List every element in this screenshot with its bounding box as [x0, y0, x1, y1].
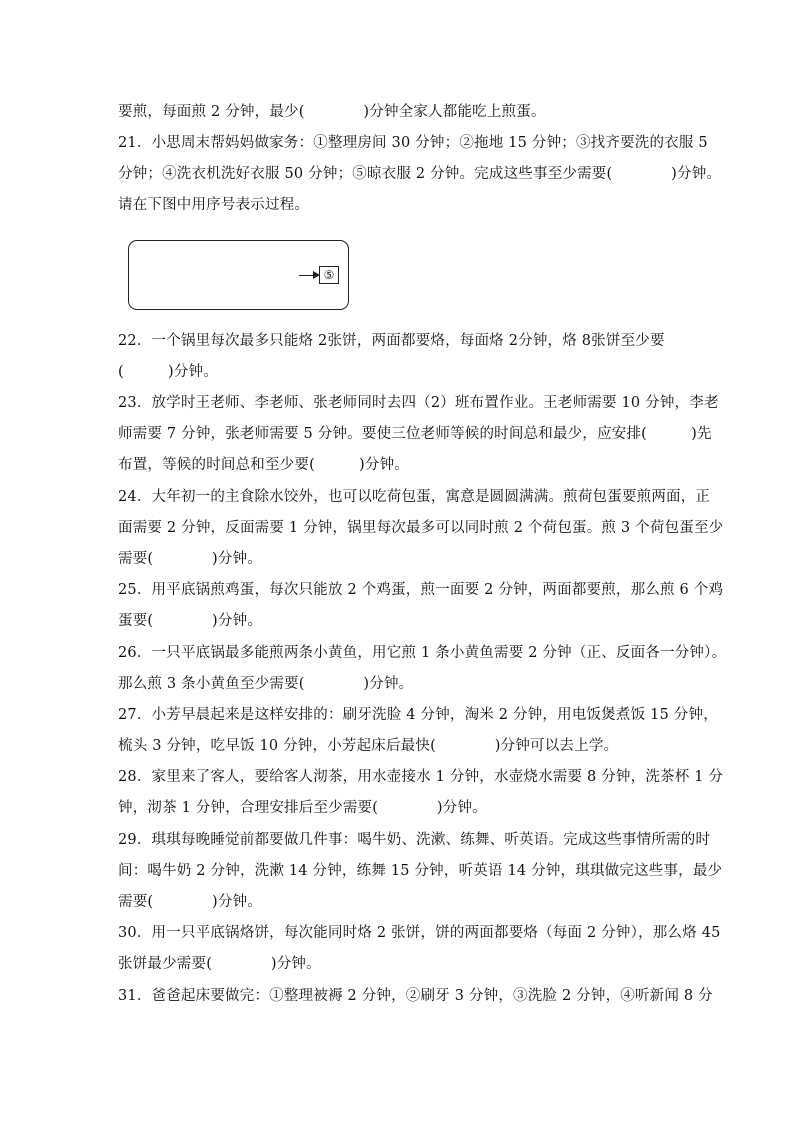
question-26-line-2: 那么煎 3 条小黄鱼至少需要( )分钟。	[118, 676, 414, 692]
question-29-line-2: 间：喝牛奶 2 分钟，洗漱 14 分钟，练舞 15 分钟，听英语 14 分钟，琪琪做完这些事，最少	[118, 863, 723, 879]
question-21-line-1: 21．小思周末帮妈妈做家务：①整理房间 30 分钟；②拖地 15 分钟；③找齐要洗的衣服 5	[118, 135, 708, 151]
question-26-line-1: 26．一只平底锅最多能煎两条小黄鱼，用它煎 1 条小黄鱼需要 2 分钟（正、反面各一分钟）。	[118, 645, 727, 661]
question-29-line-3: 需要( )分钟。	[118, 894, 263, 910]
question-24-line-2: 面需要 2 分钟，反面需要 1 分钟，锅里每次最多可以同时煎 2 个荷包蛋。煎 3 个荷包蛋至少	[118, 520, 724, 536]
question-24-line-3: 需要( )分钟。	[118, 551, 263, 567]
question-23-line-3: 布置，等候的时间总和至少要( )分钟。	[118, 457, 410, 473]
question-30-line-1: 30．用一只平底锅烙饼，每次能同时烙 2 张饼，饼的两面都要烙（每面 2 分钟），那么烙 45	[118, 925, 721, 941]
text-line: 要煎，每面煎 2 分钟，最少( )分钟全家人都能吃上煎蛋。	[118, 104, 546, 120]
question-30-line-2: 张饼最少需要( )分钟。	[118, 956, 321, 972]
question-21-line-2: 分钟；④洗衣机洗好衣服 50 分钟；⑤晾衣服 2 分钟。完成这些事至少需要( )分钟。	[118, 166, 722, 182]
question-24-line-1: 24．大年初一的主食除水饺外，也可以吃荷包蛋，寓意是圆圆满满。煎荷包蛋要煎两面，正	[118, 489, 711, 505]
question-29-line-1: 29．琪琪每晚睡觉前都要做几件事：喝牛奶、洗漱、练舞、听英语。完成这些事情所需的时	[118, 832, 711, 848]
question-21-line-3: 请在下图中用序号表示过程。	[118, 197, 310, 213]
question-31-line-1: 31．爸爸起床要做完：①整理被褥 2 分钟，②刷牙 3 分钟，③洗脸 2 分钟，④听新闻 8 分	[118, 988, 713, 1004]
question-25-line-2: 蛋要( )分钟。	[118, 613, 263, 629]
question-25-line-1: 25．用平底锅煎鸡蛋，每次只能放 2 个鸡蛋，煎一面要 2 分钟，两面都要煎，那么煎 6 个鸡	[118, 582, 724, 598]
question-23-line-1: 23．放学时王老师、李老师、张老师同时去四（2）班布置作业。王老师需要 10 分钟，李老	[118, 395, 719, 411]
question-22-line-2: ( )分钟。	[118, 364, 218, 380]
question-28-line-2: 钟，沏茶 1 分钟，合理安排后至少需要( )分钟。	[118, 800, 487, 816]
step-box-5: ⑤	[319, 266, 339, 284]
question-23-line-2: 师需要 7 分钟，张老师需要 5 分钟。要使三位老师等候的时间总和最少，应安排( )先	[118, 426, 712, 442]
question-27-line-2: 梳头 3 分钟，吃早饭 10 分钟，小芳起床后最快( )分钟可以去上学。	[118, 738, 619, 754]
question-27-line-1: 27．小芳早晨起来是这样安排的：刷牙洗脸 4 分钟，淘米 2 分钟，用电饭煲煮饭 15 分钟，	[118, 707, 718, 723]
question-28-line-1: 28．家里来了客人，要给客人沏茶，用水壶接水 1 分钟，水壶烧水需要 8 分钟，洗茶杯 1 分	[118, 769, 724, 785]
question-22-line-1: 22．一个锅里每次最多只能烙 2张饼，两面都要烙，每面烙 2分钟，烙 8张饼至少要	[118, 333, 665, 349]
